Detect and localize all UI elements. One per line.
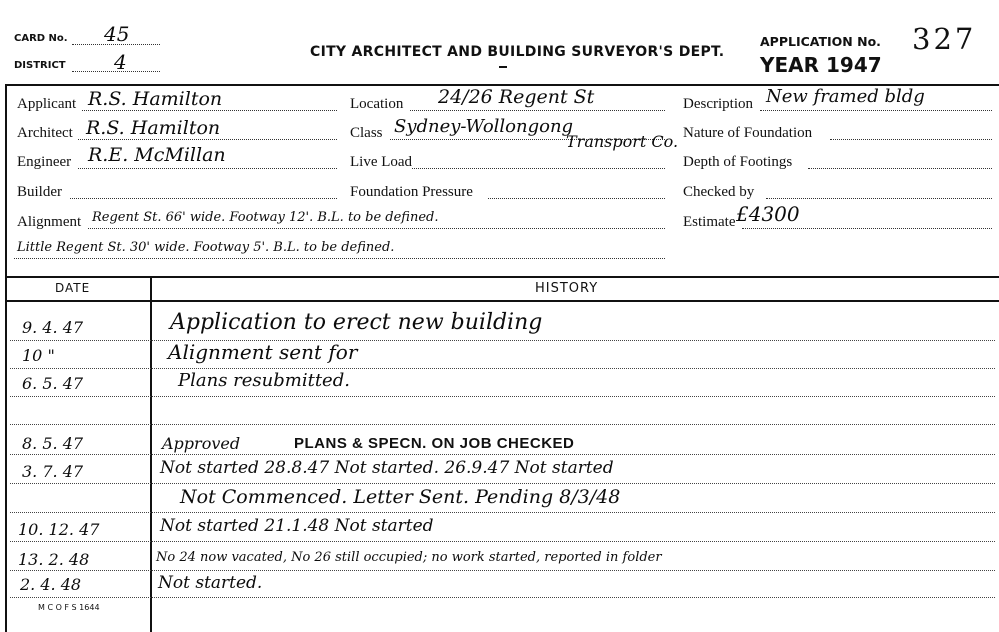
row-rule	[10, 424, 995, 425]
date-header: DATE	[55, 281, 91, 295]
architect-value: R.S. Hamilton	[86, 117, 221, 139]
depth-label: Depth of Footings	[683, 154, 793, 170]
history-date: 8. 5. 47	[22, 434, 84, 453]
class-value: Sydney-Wollongong	[394, 116, 574, 137]
foundation-pressure-line	[488, 198, 665, 199]
row-rule	[10, 483, 995, 484]
form-code: M C O F S 1644	[38, 603, 100, 612]
history-date: 3. 7. 47	[22, 462, 84, 481]
history-date: 10 "	[22, 346, 55, 365]
history-entry-typed: PLANS & SPECN. ON JOB CHECKED	[294, 435, 575, 452]
description-line	[760, 110, 992, 111]
history-entry: Not Commenced. Letter Sent. Pending 8/3/48	[180, 486, 621, 508]
applicant-value: R.S. Hamilton	[88, 88, 223, 110]
builder-line	[70, 198, 337, 199]
row-rule	[10, 396, 995, 397]
year-label: YEAR 1947	[760, 53, 882, 77]
depth-line	[808, 168, 992, 169]
row-rule	[10, 340, 995, 341]
history-top-border	[5, 276, 999, 278]
department-title: CITY ARCHITECT AND BUILDING SURVEYOR'S DEPT.	[310, 44, 725, 60]
applicant-label: Applicant	[17, 96, 77, 112]
history-entry: Application to erect new building	[170, 310, 543, 335]
nature-line	[830, 139, 992, 140]
engineer-line	[78, 168, 337, 169]
checked-line	[766, 198, 992, 199]
architect-label: Architect	[17, 125, 73, 141]
history-date: 10. 12. 47	[18, 520, 100, 539]
estimate-line	[742, 228, 992, 229]
location-value: 24/26 Regent St	[438, 86, 595, 108]
location-label: Location	[350, 96, 404, 112]
live-load-label: Live Load	[350, 154, 413, 170]
district-label: DISTRICT	[14, 60, 66, 71]
history-date: 13. 2. 48	[18, 550, 90, 569]
history-date: 2. 4. 48	[20, 575, 82, 594]
foundation-pressure-label: Foundation Pressure	[350, 184, 473, 200]
row-rule	[10, 512, 995, 513]
history-date: 6. 5. 47	[22, 374, 84, 393]
history-entry: Plans resubmitted.	[178, 370, 350, 391]
history-entry: Not started.	[158, 573, 263, 593]
alignment-value-1: Regent St. 66' wide. Footway 12'. B.L. to be defined.	[92, 210, 439, 225]
location-line	[410, 110, 665, 111]
card-no-label: CARD No.	[14, 33, 68, 44]
history-header-bottom	[5, 300, 999, 302]
applicant-line	[82, 110, 337, 111]
row-rule	[10, 597, 995, 598]
engineer-value: R.E. McMillan	[88, 144, 226, 166]
alignment-label: Alignment	[17, 214, 82, 230]
description-label: Description	[683, 96, 753, 112]
checked-label: Checked by	[683, 184, 755, 200]
card-no-value: 45	[104, 22, 130, 46]
class-value-2: Transport Co.	[566, 132, 679, 151]
engineer-label: Engineer	[17, 154, 72, 170]
class-label: Class	[350, 125, 383, 141]
row-rule	[10, 368, 995, 369]
row-rule	[10, 570, 995, 571]
architect-line	[78, 139, 337, 140]
description-value: New framed bldg	[766, 86, 925, 107]
history-entry: Alignment sent for	[168, 340, 358, 364]
estimate-label: Estimate	[683, 214, 736, 230]
history-entry: No 24 now vacated, No 26 still occupied; no work started, reported in folder	[156, 550, 662, 565]
history-header: HISTORY	[535, 281, 599, 296]
alignment-value-2: Little Regent St. 30' wide. Footway 5'. B.L. to be defined.	[17, 240, 395, 255]
row-rule	[10, 454, 995, 455]
row-rule	[10, 541, 995, 542]
application-no-value: 327	[912, 22, 977, 56]
history-entry-hand: Approved	[162, 434, 241, 453]
nature-label: Nature of Foundation	[683, 125, 813, 141]
alignment-line-1	[88, 228, 665, 229]
history-date: 9. 4. 47	[22, 318, 84, 337]
title-dash	[499, 66, 507, 68]
history-entry: Not started 21.1.48 Not started	[160, 516, 434, 536]
history-entry: Not started 28.8.47 Not started. 26.9.47 Not started	[160, 458, 614, 478]
live-load-line	[412, 168, 665, 169]
alignment-line-2	[14, 258, 665, 259]
application-no-label: APPLICATION No.	[760, 34, 881, 49]
card-left-border	[5, 84, 7, 632]
estimate-value: £4300	[736, 202, 800, 226]
district-value: 4	[114, 50, 127, 74]
builder-label: Builder	[17, 184, 62, 200]
